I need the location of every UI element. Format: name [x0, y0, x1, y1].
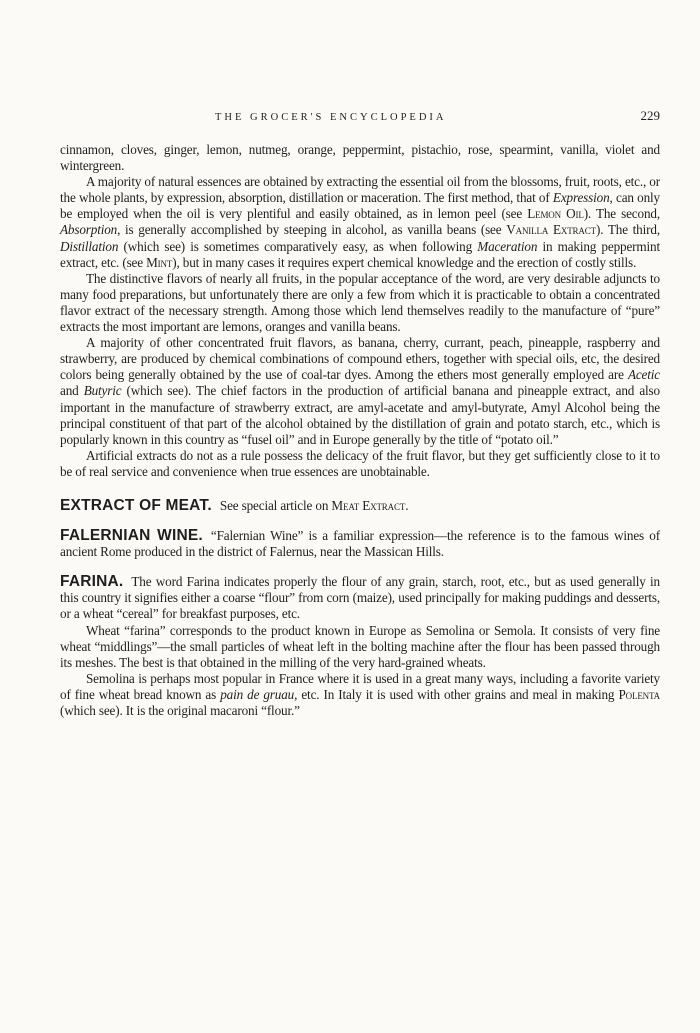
extract-paragraph-4: A majority of other concentrated fruit flavors, as banana, cherry, currant, peach, pineapple, raspberry and strawberry, are produced by chemical combinations of compound ethers, together with special oils, etc, the desired colors being generally obtained by the use of coal-tar dyes. Among the ethers most generally employed are Acetic and Butyric (which see). The chief factors in the production of artificial banana and pineapple extract, and also important in the manufacture of strawberry extract, are amyl-acetate and amyl-butyrate, Amyl Alcohol being the principal constituent of that part of the alcohol obtained by the distillation of grain and potato starch, etc., which is popularly known in this country as “fusel oil” and in Europe generally by the title of “potato oil.”: [60, 335, 660, 447]
extract-paragraph-2: A majority of natural essences are obtained by extracting the essential oil from the blossoms, fruit, roots, etc., or the whole plants, by expression, absorption, distillation or maceration. The first method, that of Expression, can only be employed when the oil is very plentiful and easily obtained, as in lemon peel (see Lemon Oil). The second, Absorption, is generally accomplished by steeping in alcohol, as vanilla beans (see Vanilla Extract). The third, Distillation (which see) is sometimes comparatively easy, as when following Maceration in making peppermint extract, etc. (see Mint), but in many cases it requires expert chemical knowledge and the erection of costly stills.: [60, 174, 660, 270]
cross-reference: Mint: [146, 254, 173, 270]
document-page: [60, 108, 660, 719]
cross-reference: Polenta: [618, 686, 661, 702]
entry-heading: FARINA.: [60, 573, 124, 591]
extract-paragraph-5: Artificial extracts do not as a rule possess the delicacy of the fruit flavor, but they get sufficiently close to it to be of real service and convenience when true essences are unobtainable.: [60, 447, 660, 479]
extract-paragraph-3: The distinctive flavors of nearly all fruits, in the popular acceptance of the word, are very desirable adjuncts to many food preparations, but unfortunately there are only a few from which it is practicable to obtain a concentrated flavor extract of the necessary strength. Among those which lend themselves readily to the manufacture of “pure” extracts the most important are lemons, oranges and vanilla beans.: [60, 270, 660, 335]
cross-reference: Vanilla Extract: [506, 222, 596, 238]
entry-heading: EXTRACT OF MEAT.: [60, 496, 212, 514]
entry-farina: FARINA. The word Farina indicates properly the flour of any grain, starch, root, etc., but as used generally in this country it signifies either a coarse “flour” from corn (maize), used principally for making puddings and desserts, or a wheat “cereal” for breakfast purposes, etc.: [60, 573, 660, 622]
farina-paragraph-3: Semolina is perhaps most popular in France where it is used in a great many ways, including a favorite variety of fine wheat bread known as pain de gruau, etc. In Italy it is used with other grains and meal in making Polenta (which see). It is the original macaroni “flour.”: [60, 670, 661, 718]
extract-paragraph-1: cinnamon, cloves, ginger, lemon, nutmeg, orange, peppermint, pistachio, rose, spearmint, vanilla, violet and wintergreen.: [60, 142, 660, 174]
entry-falernian-wine: FALERNIAN WINE. “Falernian Wine” is a familiar expression—the reference is to the famous wines of ancient Rome produced in the district of Falernus, near the Massican Hills.: [60, 527, 660, 560]
entry-heading: FALERNIAN WINE.: [60, 527, 203, 545]
cross-reference: Lemon Oil: [527, 206, 584, 222]
farina-paragraph-2: Wheat “farina” corresponds to the product known in Europe as Semolina or Semola. It consists of very fine wheat “middlings”—the small particles of wheat left in the bolting machine after the flour has been passed through its meshes. The best is that obtained in the milling of the very hard-grained wheats.: [60, 622, 660, 670]
running-header: [60, 108, 660, 124]
book-title: THE GROCER'S ENCYCLOPEDIA: [215, 112, 447, 123]
entry-extract-of-meat: EXTRACT OF MEAT. See special article on Meat Extract.: [60, 496, 409, 514]
page-number: 229: [640, 108, 660, 123]
cross-reference: Meat Extract: [331, 497, 406, 513]
